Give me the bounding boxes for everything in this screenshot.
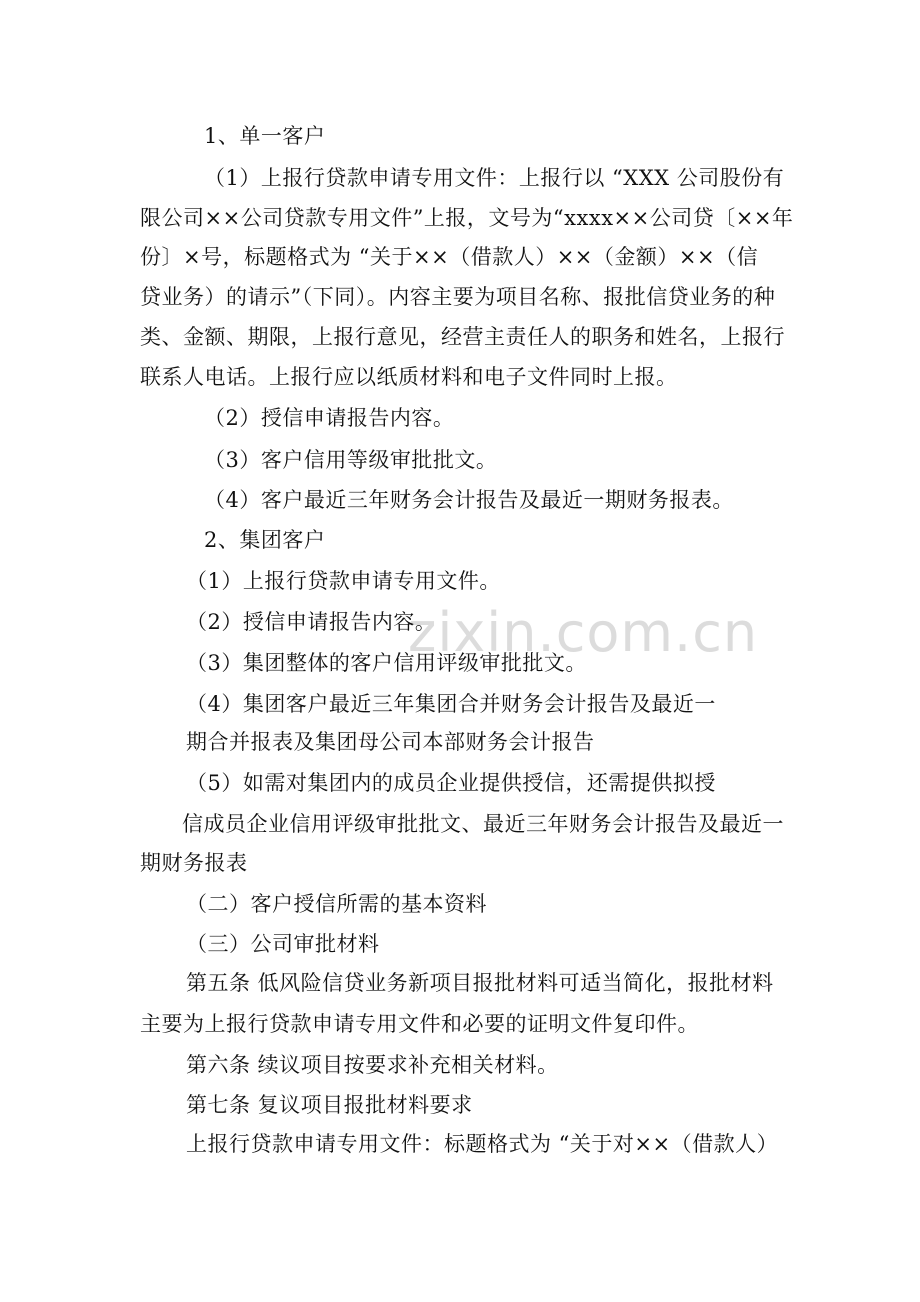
- section-heading: （二）客户授信所需的基本资料: [186, 892, 487, 916]
- paragraph-line: 份〕×号，标题格式为 “关于××（借款人）××（金额）××（信: [140, 245, 759, 269]
- paragraph-line: 信成员企业信用评级审批批文、最近三年财务会计报告及最近一: [182, 812, 784, 836]
- paragraph-line: 期合并报表及集团母公司本部财务会计报告: [186, 730, 595, 754]
- paragraph-line: 期财务报表: [140, 851, 248, 875]
- list-item: （1）上报行贷款申请专用文件。: [186, 569, 501, 593]
- article-line: 第七条 复议项目报批材料要求: [186, 1093, 473, 1117]
- paragraph-line: 类、金额、期限，上报行意见，经营主责任人的职务和姓名，上报行: [140, 325, 785, 349]
- list-item: （2）授信申请报告内容。: [186, 610, 437, 634]
- paragraph-line: 贷业务）的请示”（下同）。内容主要为项目名称、报批信贷业务的种: [140, 285, 776, 309]
- paragraph-line: 主要为上报行贷款申请专用文件和必要的证明文件复印件。: [140, 1012, 699, 1036]
- list-item: （4）客户最近三年财务会计报告及最近一期财务报表。: [204, 488, 734, 512]
- list-item: （2）授信申请报告内容。: [204, 406, 455, 430]
- list-item: （4）集团客户最近三年集团合并财务会计报告及最近一: [186, 692, 716, 716]
- list-item: （3）集团整体的客户信用评级审批批文。: [186, 651, 587, 675]
- list-item: （5）如需对集团内的成员企业提供授信，还需提供拟授: [186, 771, 716, 795]
- heading-group-customer: 2、集团客户: [204, 528, 326, 552]
- section-heading: （三）公司审批材料: [186, 932, 380, 956]
- list-item: （3）客户信用等级审批批文。: [204, 448, 498, 472]
- paragraph-line: 联系人电话。上报行应以纸质材料和电子文件同时上报。: [140, 365, 678, 389]
- article-line: 第六条 续议项目按要求补充相关材料。: [186, 1053, 559, 1077]
- paragraph-line: 上报行贷款申请专用文件：标题格式为 “关于对××（借款人）: [186, 1132, 779, 1156]
- watermark: zixin.com.cn: [408, 601, 759, 664]
- paragraph-line: 限公司××公司贷款专用文件”上报，文号为“xxxx××公司贷〔××年: [140, 206, 794, 230]
- heading-single-customer: 1、单一客户: [204, 124, 326, 148]
- paragraph-line: （1）上报行贷款申请专用文件：上报行以 “XXX 公司股份有: [204, 166, 785, 190]
- article-line: 第五条 低风险信贷业务新项目报批材料可适当简化，报批材料: [186, 971, 774, 995]
